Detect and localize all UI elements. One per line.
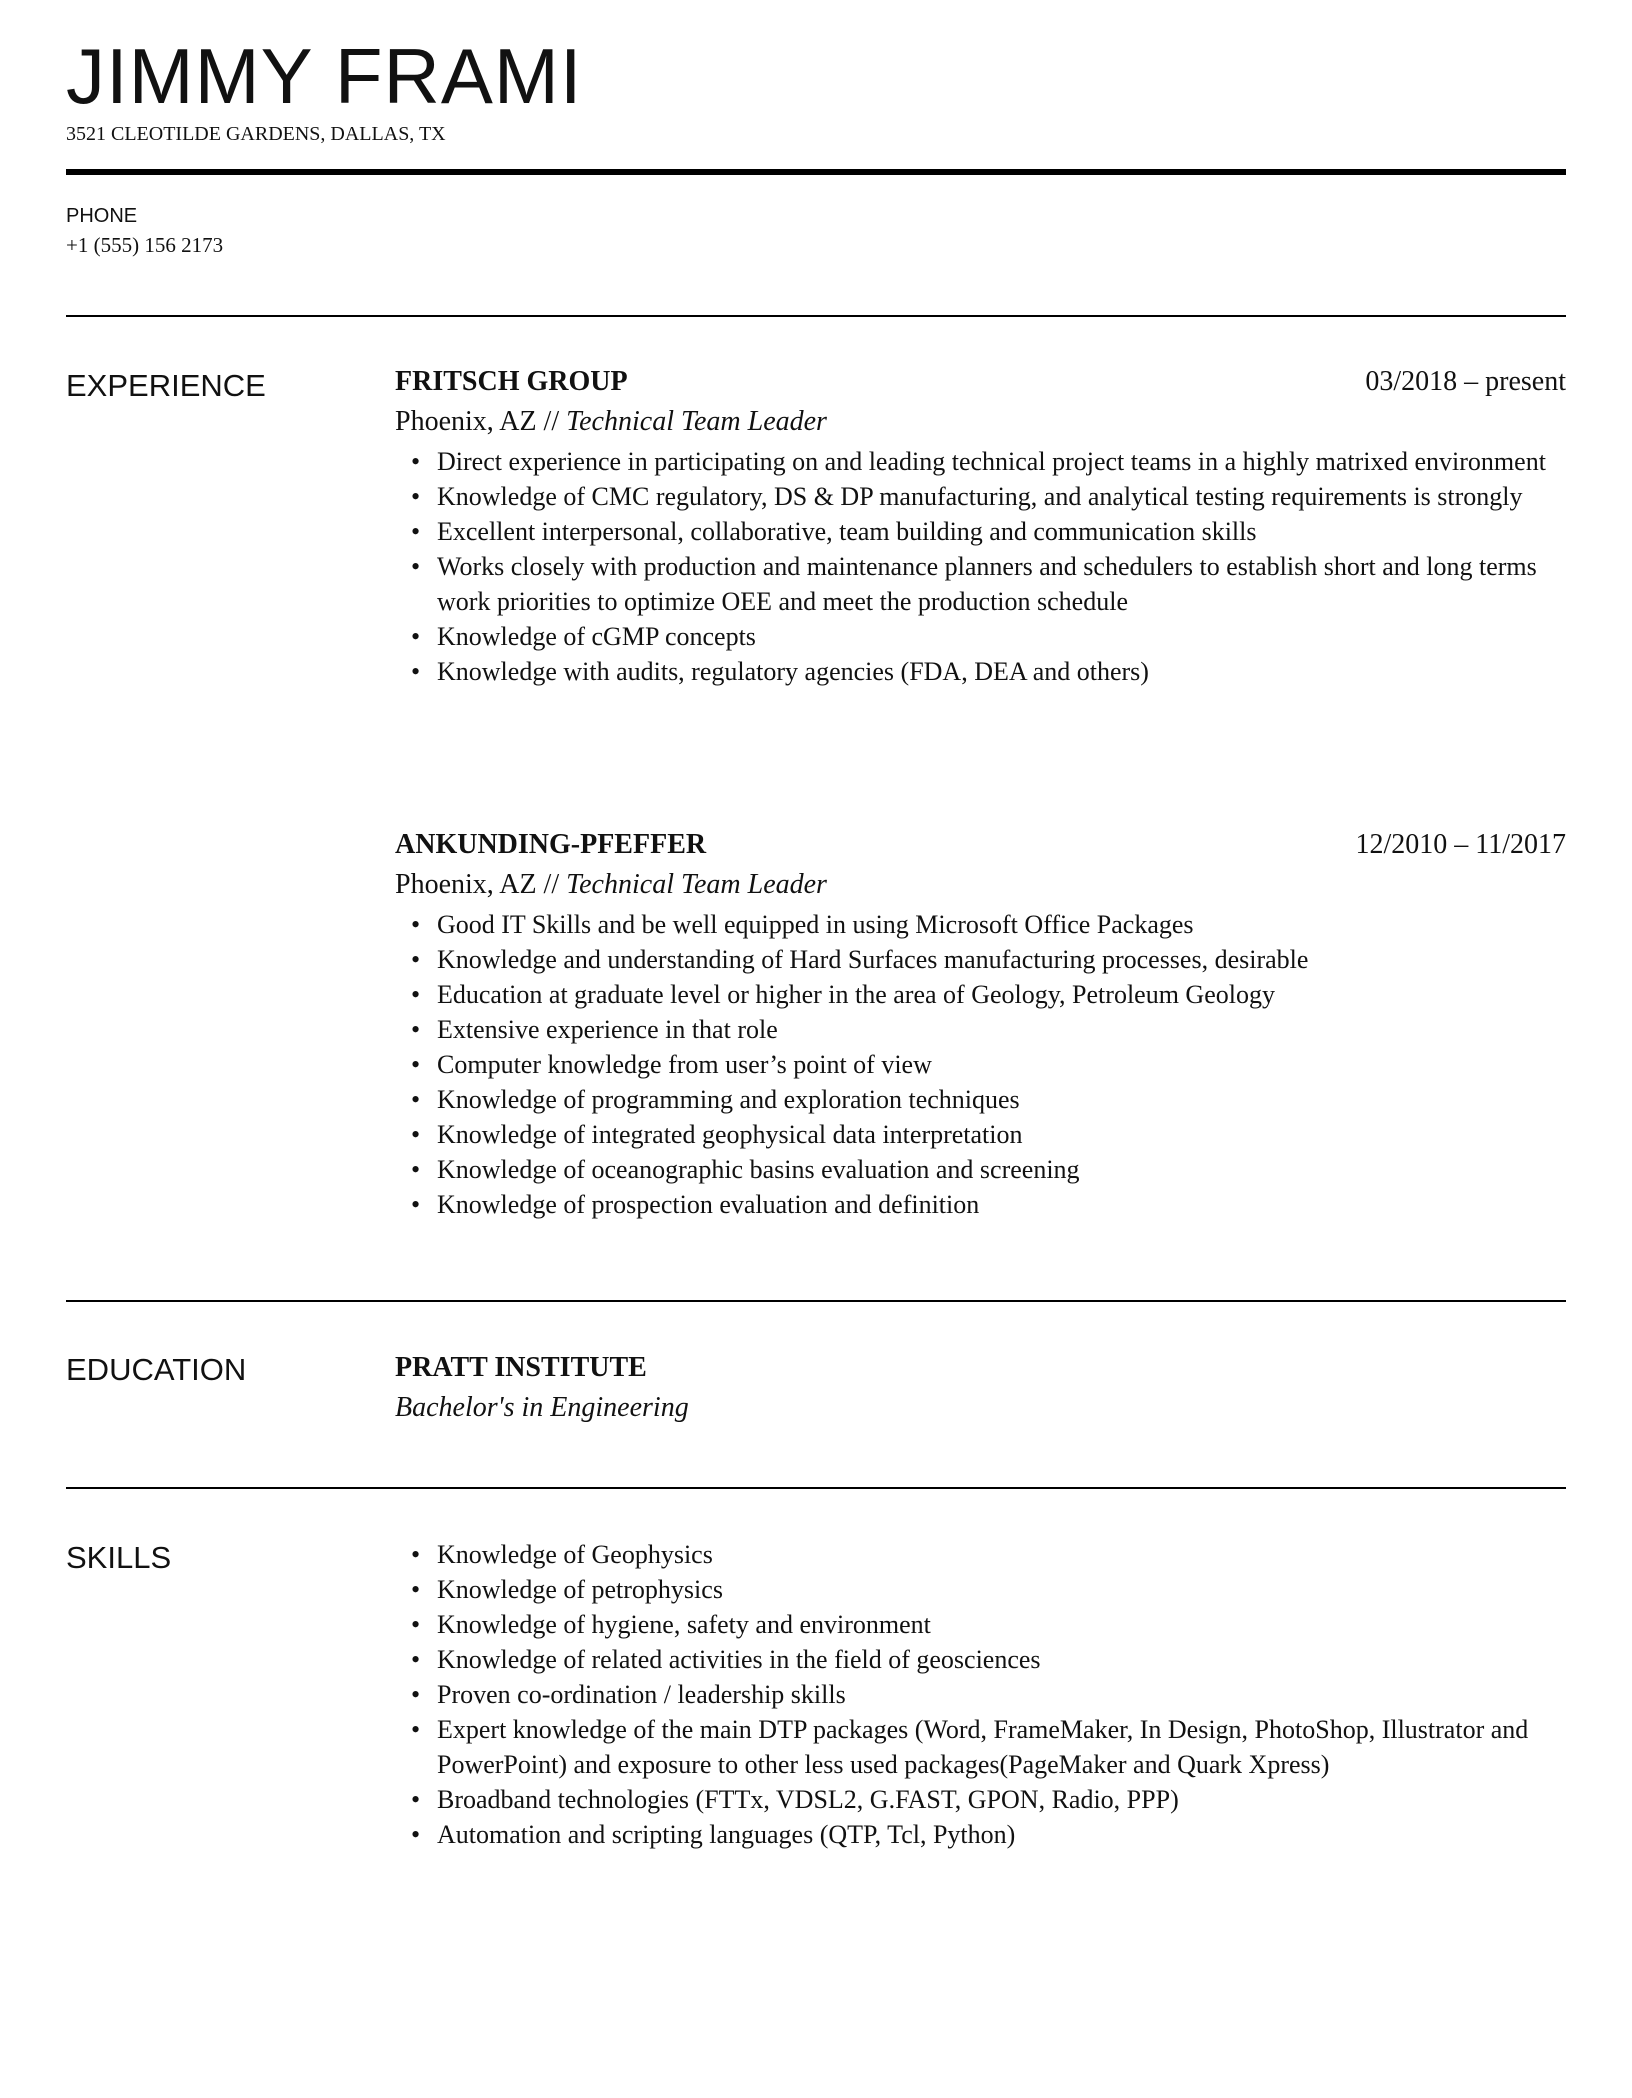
candidate-address: 3521 CLEOTILDE GARDENS, DALLAS, TX xyxy=(66,123,446,145)
list-item: • Knowledge of programming and exploration techniques xyxy=(437,1082,1566,1117)
bullet-icon: • xyxy=(411,622,421,651)
job-duties-list xyxy=(395,444,1566,689)
section-divider-skills xyxy=(66,1487,1566,1489)
skills-list xyxy=(395,1537,1566,1852)
bullet-icon: • xyxy=(411,980,421,1009)
job-location-title xyxy=(395,865,1566,905)
bullet-icon: • xyxy=(411,945,421,974)
job-title: Technical Team Leader xyxy=(566,406,827,437)
bullet-icon: • xyxy=(411,1610,421,1639)
list-item: • Works closely with production and maintenance planners and schedulers to establish short and long terms work priorities to optimize OEE and meet the production schedule xyxy=(437,549,1566,619)
bullet-icon: • xyxy=(411,1680,421,1709)
list-item: • Computer knowledge from user’s point of view xyxy=(437,1047,1566,1082)
phone-number: +1 (555) 156 2173 xyxy=(66,233,224,257)
bullet-icon: • xyxy=(411,517,421,546)
job-location: Phoenix, AZ // xyxy=(395,406,560,437)
phone-label: PHONE xyxy=(66,205,138,227)
list-item: • Knowledge of related activities in the field of geosciences xyxy=(437,1642,1566,1677)
job-entry xyxy=(395,362,1566,689)
bullet-icon: • xyxy=(411,1540,421,1569)
list-item: • Extensive experience in that role xyxy=(437,1012,1566,1047)
list-item: • Knowledge and understanding of Hard Surfaces manufacturing processes, desirable xyxy=(437,942,1566,977)
section-title-skills: SKILLS xyxy=(66,1540,172,1575)
job-location: Phoenix, AZ // xyxy=(395,869,560,900)
list-item: • Direct experience in participating on and leading technical project teams in a highly matrixed environment xyxy=(437,444,1566,479)
bullet-icon: • xyxy=(411,657,421,686)
degree: Bachelor's in Engineering xyxy=(395,1392,689,1423)
list-item: • Knowledge of CMC regulatory, DS & DP manufacturing, and analytical testing requirements is strongly xyxy=(437,479,1566,514)
job-duties-list xyxy=(395,907,1566,1222)
bullet-icon: • xyxy=(411,552,421,581)
list-item: • Proven co-ordination / leadership skills xyxy=(437,1677,1566,1712)
list-item: • Excellent interpersonal, collaborative, team building and communication skills xyxy=(437,514,1566,549)
section-divider-experience xyxy=(66,315,1566,317)
bullet-icon: • xyxy=(411,1715,421,1744)
job-dates: 12/2010 – 11/2017 xyxy=(1355,829,1566,860)
section-divider-education xyxy=(66,1300,1566,1302)
bullet-icon: • xyxy=(411,1820,421,1849)
job-location-title xyxy=(395,402,1566,442)
bullet-icon: • xyxy=(411,1015,421,1044)
job-title: Technical Team Leader xyxy=(566,869,827,900)
education-entry xyxy=(395,1348,1566,1428)
list-item: • Automation and scripting languages (QTP, Tcl, Python) xyxy=(437,1817,1566,1852)
list-item: • Knowledge with audits, regulatory agencies (FDA, DEA and others) xyxy=(437,654,1566,689)
section-title-education: EDUCATION xyxy=(66,1352,247,1387)
list-item: • Knowledge of petrophysics xyxy=(437,1572,1566,1607)
list-item: • Knowledge of oceanographic basins evaluation and screening xyxy=(437,1152,1566,1187)
school-name: PRATT INSTITUTE xyxy=(395,1352,647,1383)
list-item: • Expert knowledge of the main DTP packages (Word, FrameMaker, In Design, PhotoShop, Illustrator and PowerPoint) and exposure to other less used packages(PageMaker and Quark Xpress) xyxy=(437,1712,1566,1782)
bullet-icon: • xyxy=(411,482,421,511)
job-dates: 03/2018 – present xyxy=(1365,366,1566,397)
job-company: FRITSCH GROUP xyxy=(395,366,628,397)
header-divider xyxy=(66,169,1566,175)
list-item: • Education at graduate level or higher in the area of Geology, Petroleum Geology xyxy=(437,977,1566,1012)
list-item: • Knowledge of prospection evaluation and definition xyxy=(437,1187,1566,1222)
job-company: ANKUNDING-PFEFFER xyxy=(395,829,707,860)
bullet-icon: • xyxy=(411,1085,421,1114)
list-item: • Knowledge of integrated geophysical data interpretation xyxy=(437,1117,1566,1152)
job-entry xyxy=(395,825,1566,1222)
bullet-icon: • xyxy=(411,447,421,476)
bullet-icon: • xyxy=(411,1575,421,1604)
skills-entry xyxy=(395,1535,1566,1852)
bullet-icon: • xyxy=(411,1645,421,1674)
section-title-experience: EXPERIENCE xyxy=(66,368,266,403)
candidate-name: JIMMY FRAMI xyxy=(66,32,583,120)
bullet-icon: • xyxy=(411,1155,421,1184)
list-item: • Good IT Skills and be well equipped in using Microsoft Office Packages xyxy=(437,907,1566,942)
bullet-icon: • xyxy=(411,910,421,939)
list-item: • Broadband technologies (FTTx, VDSL2, G.FAST, GPON, Radio, PPP) xyxy=(437,1782,1566,1817)
bullet-icon: • xyxy=(411,1120,421,1149)
list-item: • Knowledge of hygiene, safety and environment xyxy=(437,1607,1566,1642)
list-item: • Knowledge of Geophysics xyxy=(437,1537,1566,1572)
list-item: • Knowledge of cGMP concepts xyxy=(437,619,1566,654)
bullet-icon: • xyxy=(411,1050,421,1079)
bullet-icon: • xyxy=(411,1190,421,1219)
bullet-icon: • xyxy=(411,1785,421,1814)
